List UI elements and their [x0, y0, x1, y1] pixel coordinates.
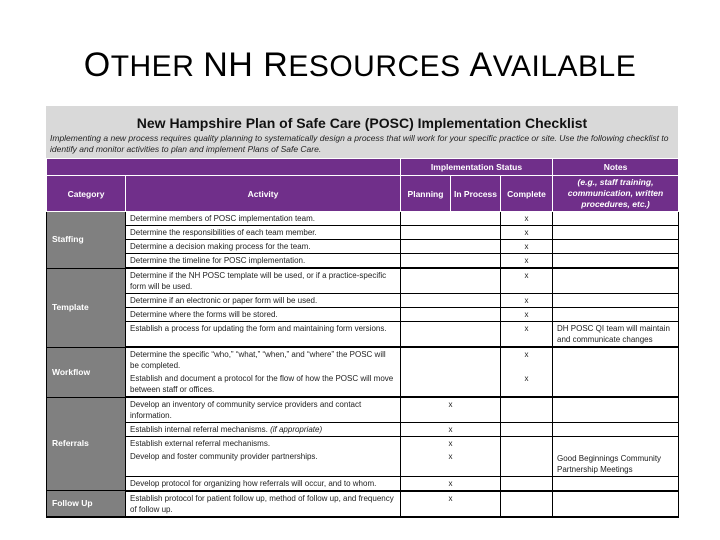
title-part: A	[469, 46, 493, 84]
in-process-cell	[401, 212, 501, 226]
in-process-cell: x	[401, 397, 501, 423]
table-row	[47, 347, 679, 372]
table-row	[47, 294, 679, 308]
header-blank	[47, 159, 401, 176]
complete-cell	[501, 397, 553, 423]
checklist-table	[46, 158, 679, 518]
activity-cell: Establish external referral mechanisms.	[126, 437, 401, 451]
table-row	[47, 450, 679, 476]
activity-note-italic: (if appropriate)	[270, 425, 323, 434]
category-referrals: Referrals	[47, 397, 126, 491]
in-process-cell: x	[401, 491, 501, 517]
slide-title	[0, 46, 720, 85]
complete-cell: x	[501, 322, 553, 348]
complete-cell: x	[501, 347, 553, 372]
document-intro: Implementing a new process requires quality planning to systematically design a process that will work for your specific practice or site. Use the following checklist to identify and monitor activities to plan and implement Plans of Safe Care.	[50, 133, 669, 154]
header-notes: Notes	[553, 159, 679, 176]
title-part: R	[263, 46, 289, 84]
table-row	[47, 423, 679, 437]
complete-cell: x	[501, 254, 553, 269]
notes-cell: Good Beginnings Community Partnership Meetings	[553, 450, 679, 476]
notes-cell	[553, 254, 679, 269]
notes-cell	[553, 308, 679, 322]
table-row	[47, 491, 679, 517]
complete-cell	[501, 423, 553, 437]
activity-cell: Develop and foster community provider partnerships.	[126, 450, 401, 476]
activity-cell	[126, 423, 401, 437]
in-process-cell	[401, 226, 501, 240]
complete-cell: x	[501, 372, 553, 397]
in-process-cell: x	[401, 476, 501, 491]
notes-cell	[553, 268, 679, 294]
checklist-document	[46, 106, 678, 522]
activity-cell: Determine where the forms will be stored.	[126, 308, 401, 322]
in-process-cell	[401, 254, 501, 269]
header-activity: Activity	[126, 176, 401, 212]
notes-cell	[553, 437, 679, 451]
in-process-cell	[401, 347, 501, 372]
complete-cell	[501, 450, 553, 476]
complete-cell: x	[501, 226, 553, 240]
table-row	[47, 476, 679, 491]
activity-cell: Determine the responsibilities of each team member.	[126, 226, 401, 240]
notes-cell	[553, 397, 679, 423]
notes-cell	[553, 212, 679, 226]
notes-cell	[553, 423, 679, 437]
category-template: Template	[47, 268, 126, 347]
notes-cell	[553, 226, 679, 240]
title-part: VAILABLE	[492, 50, 637, 83]
notes-cell: DH POSC QI team will maintain and communicate changes	[553, 322, 679, 348]
header-in-process: In Process	[451, 176, 501, 212]
table-row	[47, 372, 679, 397]
complete-cell: x	[501, 212, 553, 226]
activity-cell: Develop an inventory of community service providers and contact information.	[126, 397, 401, 423]
table-row	[47, 240, 679, 254]
document-header	[46, 106, 678, 158]
notes-cell	[553, 491, 679, 517]
activity-cell: Determine if an electronic or paper form will be used.	[126, 294, 401, 308]
complete-cell	[501, 491, 553, 517]
notes-cell	[553, 372, 679, 397]
header-planning: Planning	[401, 176, 451, 212]
table-row	[47, 212, 679, 226]
in-process-cell: x	[401, 423, 501, 437]
activity-cell: Determine a decision making process for the team.	[126, 240, 401, 254]
title-part: ESOURCES	[288, 50, 470, 83]
complete-cell: x	[501, 268, 553, 294]
table-row	[47, 322, 679, 348]
complete-cell: x	[501, 294, 553, 308]
complete-cell	[501, 476, 553, 491]
header-implementation-status: Implementation Status	[401, 159, 553, 176]
table-row	[47, 254, 679, 269]
notes-cell	[553, 240, 679, 254]
table-row	[47, 268, 679, 294]
header-notes-subtitle: (e.g., staff training, communication, written procedures, etc.)	[553, 176, 679, 212]
header-complete: Complete	[501, 176, 553, 212]
in-process-cell: x	[401, 450, 501, 476]
document-title: New Hampshire Plan of Safe Care (POSC) Implementation Checklist	[136, 115, 588, 131]
in-process-cell	[401, 268, 501, 294]
notes-cell	[553, 347, 679, 372]
activity-cell: Determine the timeline for POSC implementation.	[126, 254, 401, 269]
activity-text: Establish internal referral mechanisms.	[130, 425, 268, 434]
notes-cell	[553, 476, 679, 491]
title-part: NH	[203, 46, 264, 84]
table-row	[47, 397, 679, 423]
activity-cell: Establish protocol for patient follow up, method of follow up, and frequency of follow up.	[126, 491, 401, 517]
title-part: O	[83, 46, 111, 84]
category-staffing: Staffing	[47, 212, 126, 269]
table-row	[47, 437, 679, 451]
activity-cell: Determine members of POSC implementation team.	[126, 212, 401, 226]
activity-cell: Determine the specific “who,” “what,” “when,” and “where” the POSC will be completed.	[126, 347, 401, 372]
complete-cell: x	[501, 240, 553, 254]
activity-cell: Establish and document a protocol for the flow of how the POSC will move between staff or offices.	[126, 372, 401, 397]
title-part: THER	[110, 50, 204, 83]
in-process-cell	[401, 308, 501, 322]
table-row	[47, 226, 679, 240]
in-process-cell	[401, 294, 501, 308]
table-row	[47, 308, 679, 322]
category-follow-up: Follow Up	[47, 491, 126, 517]
complete-cell: x	[501, 308, 553, 322]
in-process-cell	[401, 372, 501, 397]
notes-cell	[553, 294, 679, 308]
activity-cell: Develop protocol for organizing how referrals will occur, and to whom.	[126, 476, 401, 491]
category-workflow: Workflow	[47, 347, 126, 397]
activity-cell: Determine if the NH POSC template will be used, or if a practice-specific form will be used.	[126, 268, 401, 294]
in-process-cell: x	[401, 437, 501, 451]
in-process-cell	[401, 322, 501, 348]
in-process-cell	[401, 240, 501, 254]
header-category: Category	[47, 176, 126, 212]
complete-cell	[501, 437, 553, 451]
activity-cell: Establish a process for updating the form and maintaining form versions.	[126, 322, 401, 348]
